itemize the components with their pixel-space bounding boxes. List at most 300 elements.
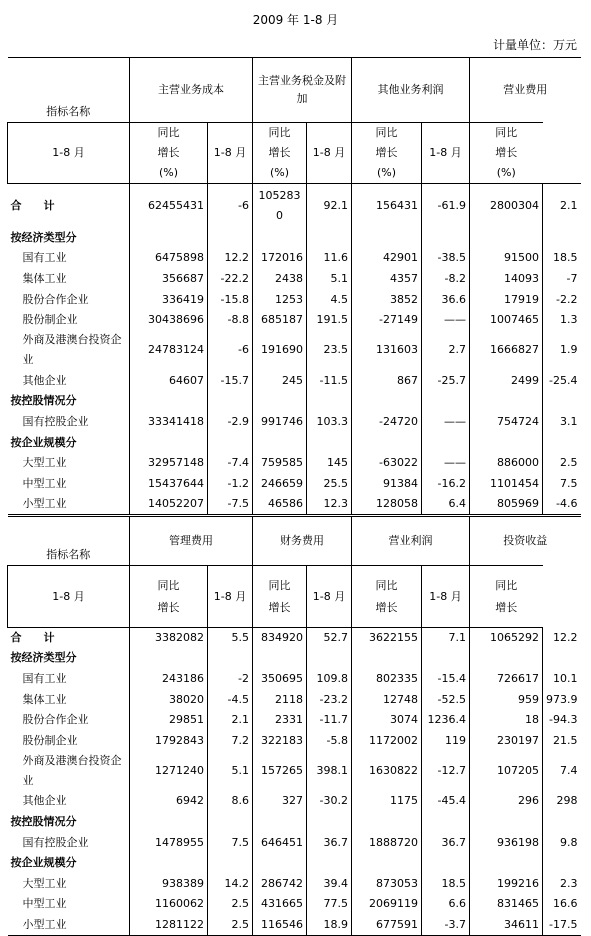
empty-cell	[208, 228, 253, 249]
table-cell: -8.2	[422, 269, 470, 290]
table-cell: 1172002	[352, 730, 422, 751]
table-cell: 759585	[253, 453, 307, 474]
empty-cell	[253, 391, 307, 412]
group-header: 营业费用	[470, 58, 581, 123]
yoy-header-line: 增长	[268, 600, 291, 614]
table-cell: 991746	[253, 412, 307, 433]
table-cell: 867	[352, 370, 422, 391]
table-cell: 18.5	[422, 873, 470, 894]
row-label: 小型工业	[8, 915, 130, 936]
table-cell: 21.5	[543, 730, 581, 751]
table-cell: ——	[422, 412, 470, 433]
empty-cell	[307, 432, 352, 453]
table-expenses-profit	[7, 516, 581, 936]
period-header: 1-8 月	[208, 566, 253, 628]
table-row	[8, 184, 581, 228]
empty-cell	[307, 648, 352, 669]
empty-cell	[208, 853, 253, 874]
table-cell: -25.7	[422, 370, 470, 391]
empty-cell	[307, 228, 352, 249]
group-header: 营业利润	[352, 517, 470, 566]
table-cell: 350695	[253, 669, 307, 690]
empty-cell	[253, 853, 307, 874]
table-cell: 831465	[470, 894, 543, 915]
table-cell: -2.9	[208, 412, 253, 433]
section-label: 按经济类型分	[10, 230, 77, 244]
table-cell: 172016	[253, 248, 307, 269]
period-header: 1-8 月	[8, 566, 130, 628]
table-cell: 677591	[352, 915, 422, 936]
table-cell: 243186	[130, 669, 208, 690]
row-label: 大型工业	[22, 876, 67, 890]
period-header: 1-8 月	[422, 566, 470, 628]
table-cell: 91500	[470, 248, 543, 269]
table-row	[8, 370, 581, 391]
table-cell: 34611	[470, 915, 543, 936]
table-cell: 2118	[253, 689, 307, 710]
table-cell: -8.8	[208, 310, 253, 331]
period-header: 1-8 月	[307, 566, 352, 628]
table-cell: 33341418	[130, 412, 208, 433]
table-cell: 25.5	[307, 473, 352, 494]
yoy-header-line: 同比	[495, 578, 518, 592]
table-cell: -38.5	[422, 248, 470, 269]
yoy-header	[352, 123, 422, 184]
empty-cell	[352, 648, 422, 669]
yoy-header-line: 增长	[375, 600, 398, 614]
empty-cell	[307, 812, 352, 833]
table-cell: 7.5	[543, 473, 581, 494]
table-cell: 938389	[130, 873, 208, 894]
table-row	[8, 710, 581, 731]
row-label: 国有工业	[22, 671, 67, 685]
table-cell: 52.7	[307, 628, 352, 649]
table-cell: -61.9	[422, 184, 470, 228]
table-cell: -45.4	[422, 791, 470, 812]
table-cell: 7.2	[208, 730, 253, 751]
table-cell: 18.5	[543, 248, 581, 269]
empty-cell	[307, 391, 352, 412]
table-cell: 1666827	[470, 330, 543, 370]
section-row	[8, 812, 581, 833]
yoy-header-line: (%)	[496, 166, 516, 179]
table-cell: -6	[208, 330, 253, 370]
table-cell: 246659	[253, 473, 307, 494]
table-cell: ——	[422, 310, 470, 331]
table-cell: -25.4	[543, 370, 581, 391]
empty-cell	[130, 432, 208, 453]
table-cell: 398.1	[307, 751, 352, 791]
table-cell: -2.2	[543, 289, 581, 310]
table-row	[8, 453, 581, 474]
table-cell: 11.6	[307, 248, 352, 269]
empty-cell	[130, 228, 208, 249]
row-label: 外商及港澳台投资企业	[22, 333, 122, 367]
empty-cell	[352, 228, 422, 249]
table-cell: 6475898	[130, 248, 208, 269]
yoy-header-line: 同比	[157, 578, 180, 592]
table-cell: 12.3	[307, 494, 352, 515]
yoy-header-line: 同比	[268, 126, 291, 139]
table-cell: -15.7	[208, 370, 253, 391]
yoy-header	[470, 123, 543, 184]
group-header: 主营业务税金及附加	[253, 58, 352, 123]
table-cell: 5.1	[208, 751, 253, 791]
table-cell: -30.2	[307, 791, 352, 812]
row-label: 中型工业	[22, 476, 67, 490]
table-cell: -3.7	[422, 915, 470, 936]
group-header: 投资收益	[470, 517, 581, 566]
table-cell: 754724	[470, 412, 543, 433]
table-cell: -24720	[352, 412, 422, 433]
empty-cell	[253, 228, 307, 249]
table-cell: -2	[208, 669, 253, 690]
table-revenue-costs	[7, 57, 581, 515]
table-cell: 24783124	[130, 330, 208, 370]
table-cell: 2.5	[543, 453, 581, 474]
table-cell: 2069119	[352, 894, 422, 915]
table-cell: 119	[422, 730, 470, 751]
table-cell: -63022	[352, 453, 422, 474]
table-cell: 973.9	[543, 689, 581, 710]
row-label: 合 计	[10, 631, 55, 645]
empty-cell	[352, 853, 422, 874]
yoy-header-line: 同比	[157, 126, 180, 139]
empty-cell	[307, 853, 352, 874]
section-row	[8, 432, 581, 453]
table-cell: 12.2	[208, 248, 253, 269]
table-cell: 1792843	[130, 730, 208, 751]
table-cell: 959	[470, 689, 543, 710]
table-cell: -5.8	[307, 730, 352, 751]
table-cell: 12.2	[543, 628, 581, 649]
table-cell: 92.1	[307, 184, 352, 228]
table-cell: -1.2	[208, 473, 253, 494]
table-cell: 32957148	[130, 453, 208, 474]
empty-cell	[253, 648, 307, 669]
table-cell: 298	[543, 791, 581, 812]
row-label: 股份合作企业	[22, 713, 89, 727]
table-cell: 834920	[253, 628, 307, 649]
table-cell: 1007465	[470, 310, 543, 331]
table-cell: 12748	[352, 689, 422, 710]
table-cell: 2.1	[208, 710, 253, 731]
table-row	[8, 669, 581, 690]
table-cell: 1175	[352, 791, 422, 812]
table-cell: 1630822	[352, 751, 422, 791]
yoy-header-line: 同比	[495, 126, 518, 139]
empty-cell	[470, 228, 543, 249]
table-cell: 1101454	[470, 473, 543, 494]
section-label: 按控股情况分	[10, 394, 77, 408]
table-cell: 3622155	[352, 628, 422, 649]
table-cell: 36.7	[422, 832, 470, 853]
table-cell: 1.3	[543, 310, 581, 331]
empty-cell	[208, 432, 253, 453]
table-cell: 5.1	[307, 269, 352, 290]
section-row	[8, 228, 581, 249]
empty-cell	[470, 648, 543, 669]
empty-cell	[130, 812, 208, 833]
table-row	[8, 248, 581, 269]
table-cell: 14093	[470, 269, 543, 290]
section-row	[8, 853, 581, 874]
table-row	[8, 494, 581, 515]
table-cell: 156431	[352, 184, 422, 228]
table-cell: 64607	[130, 370, 208, 391]
table-cell: 1281122	[130, 915, 208, 936]
table-row	[8, 689, 581, 710]
table-row	[8, 873, 581, 894]
table-cell: 157265	[253, 751, 307, 791]
table-cell: 336419	[130, 289, 208, 310]
table-cell: -4.5	[208, 689, 253, 710]
table-cell: 116546	[253, 915, 307, 936]
row-label: 小型工业	[8, 494, 130, 515]
table-cell: 2.7	[422, 330, 470, 370]
section-label: 按经济类型分	[10, 651, 77, 665]
section-row	[8, 391, 581, 412]
empty-cell	[130, 391, 208, 412]
table-cell: 2438	[253, 269, 307, 290]
yoy-header	[253, 123, 307, 184]
table-cell: 245	[253, 370, 307, 391]
table-cell: -11.5	[307, 370, 352, 391]
empty-cell	[422, 853, 470, 874]
table-row	[8, 412, 581, 433]
table-row	[8, 832, 581, 853]
empty-cell	[470, 812, 543, 833]
table-cell: 5.5	[208, 628, 253, 649]
yoy-header-line: 增长	[157, 146, 180, 159]
table-cell: 8.6	[208, 791, 253, 812]
table-cell: -16.2	[422, 473, 470, 494]
table-row	[8, 310, 581, 331]
unit-label: 计量单位：万元	[492, 38, 577, 52]
period-header: 1-8 月	[208, 123, 253, 184]
period-header: 1-8 月	[8, 123, 130, 184]
yoy-header	[130, 566, 208, 628]
table-cell: 9.8	[543, 832, 581, 853]
table-cell: -94.3	[543, 710, 581, 731]
table-cell: 18	[470, 710, 543, 731]
table-row	[8, 473, 581, 494]
table-cell: -52.5	[422, 689, 470, 710]
table-cell: -7	[543, 269, 581, 290]
table-cell: -23.2	[307, 689, 352, 710]
table-cell: 17919	[470, 289, 543, 310]
empty-cell	[543, 391, 581, 412]
table-cell: 805969	[470, 494, 543, 515]
table-cell: 296	[470, 791, 543, 812]
table-cell: 3382082	[130, 628, 208, 649]
table-cell: 286742	[253, 873, 307, 894]
group-header: 其他业务利润	[352, 58, 470, 123]
table-cell: 30438696	[130, 310, 208, 331]
empty-cell	[543, 648, 581, 669]
group-header: 管理费用	[130, 517, 253, 566]
table-cell: 191.5	[307, 310, 352, 331]
table-cell: 39.4	[307, 873, 352, 894]
table-cell: 128058	[352, 494, 422, 515]
row-label: 大型工业	[22, 456, 67, 470]
table-cell: -15.4	[422, 669, 470, 690]
table-cell: 16.6	[543, 894, 581, 915]
table-cell: -27149	[352, 310, 422, 331]
empty-cell	[470, 432, 543, 453]
section-label: 按控股情况分	[10, 814, 77, 828]
section-label: 按企业规模分	[10, 435, 77, 449]
empty-cell	[422, 812, 470, 833]
indicator-header: 指标名称	[8, 58, 130, 123]
empty-cell	[208, 812, 253, 833]
yoy-header-line: 同比	[375, 578, 398, 592]
row-label: 合 计	[10, 198, 55, 212]
table-cell: 7.1	[422, 628, 470, 649]
table-cell: 2.1	[543, 184, 581, 228]
row-label: 集体工业	[22, 271, 67, 285]
section-label: 按企业规模分	[10, 856, 77, 870]
row-label: 中型工业	[22, 897, 67, 911]
table-cell: 327	[253, 791, 307, 812]
table-cell: 2.5	[208, 894, 253, 915]
empty-cell	[253, 432, 307, 453]
table-cell: -17.5	[543, 915, 581, 936]
empty-cell	[253, 812, 307, 833]
table-cell: 103.3	[307, 412, 352, 433]
group-header: 财务费用	[253, 517, 352, 566]
table-row	[8, 269, 581, 290]
section-row	[8, 648, 581, 669]
page-title: 2009 年 1-8 月	[252, 13, 339, 27]
yoy-header	[130, 123, 208, 184]
table-cell: 23.5	[307, 330, 352, 370]
group-header: 主营业务成本	[130, 58, 253, 123]
empty-cell	[352, 391, 422, 412]
table-cell: 38020	[130, 689, 208, 710]
yoy-header-line: (%)	[269, 166, 290, 179]
table-cell: 2800304	[470, 184, 543, 228]
empty-cell	[543, 432, 581, 453]
yoy-header	[352, 566, 422, 628]
table-cell: 2.3	[543, 873, 581, 894]
table-row	[8, 628, 581, 649]
table-cell: 646451	[253, 832, 307, 853]
row-label: 国有控股企业	[22, 414, 89, 428]
empty-cell	[130, 853, 208, 874]
row-label: 其他企业	[22, 794, 67, 808]
table-row	[8, 289, 581, 310]
table-cell: 726617	[470, 669, 543, 690]
period-header: 1-8 月	[422, 123, 470, 184]
empty-cell	[422, 228, 470, 249]
empty-cell	[208, 648, 253, 669]
empty-cell	[352, 812, 422, 833]
table-row	[8, 791, 581, 812]
table-cell: 18.9	[307, 915, 352, 936]
table-cell: 873053	[352, 873, 422, 894]
table-cell: 685187	[253, 310, 307, 331]
empty-cell	[470, 853, 543, 874]
yoy-header-line: 增长	[157, 600, 180, 614]
empty-cell	[208, 391, 253, 412]
table-cell: 6.6	[422, 894, 470, 915]
table-cell: 886000	[470, 453, 543, 474]
table-cell: 145	[307, 453, 352, 474]
row-label: 国有工业	[22, 251, 67, 265]
table-row	[8, 730, 581, 751]
table-cell: 107205	[470, 751, 543, 791]
table-cell: 77.5	[307, 894, 352, 915]
row-label: 其他企业	[22, 373, 67, 387]
table-cell: 36.6	[422, 289, 470, 310]
table-cell: 1888720	[352, 832, 422, 853]
period-header: 1-8 月	[307, 123, 352, 184]
empty-cell	[422, 432, 470, 453]
table-cell: 3852	[352, 289, 422, 310]
table-cell: 7.5	[208, 832, 253, 853]
yoy-header	[470, 566, 543, 628]
yoy-header-line: 同比	[375, 126, 398, 139]
row-label: 股份制企业	[22, 733, 78, 747]
table-cell: 356687	[130, 269, 208, 290]
empty-cell	[543, 812, 581, 833]
table-cell: 4.5	[307, 289, 352, 310]
table-cell: 46586	[253, 494, 307, 515]
table-cell: 322183	[253, 730, 307, 751]
table-cell: 1065292	[470, 628, 543, 649]
table-cell: 199216	[470, 873, 543, 894]
yoy-header-line: 增长	[268, 146, 291, 159]
table-cell: 42901	[352, 248, 422, 269]
row-label: 集体工业	[22, 692, 67, 706]
table-cell: 936198	[470, 832, 543, 853]
yoy-header-line: 增长	[375, 146, 398, 159]
table-cell: 29851	[130, 710, 208, 731]
table-cell: 191690	[253, 330, 307, 370]
table-cell: ——	[422, 453, 470, 474]
empty-cell	[130, 648, 208, 669]
row-label: 股份合作企业	[22, 292, 89, 306]
table-cell: -22.2	[208, 269, 253, 290]
indicator-header: 指标名称	[8, 517, 130, 566]
table-cell: 91384	[352, 473, 422, 494]
row-label: 外商及港澳台投资企业	[22, 754, 122, 788]
table-cell: 802335	[352, 669, 422, 690]
table-cell: -4.6	[543, 494, 581, 515]
yoy-header-line: 增长	[495, 600, 518, 614]
table-cell: 15437644	[130, 473, 208, 494]
table-cell: 2.5	[208, 915, 253, 936]
table-cell: 2499	[470, 370, 543, 391]
table-cell: 109.8	[307, 669, 352, 690]
yoy-header-line: (%)	[376, 166, 397, 179]
table-cell: 10.1	[543, 669, 581, 690]
table-row	[8, 330, 581, 370]
yoy-header	[253, 566, 307, 628]
table-row	[8, 894, 581, 915]
yoy-header-line: (%)	[158, 166, 179, 179]
row-label: 股份制企业	[22, 313, 78, 327]
table-cell: 105283 0	[253, 184, 307, 228]
empty-cell	[470, 391, 543, 412]
table-cell: 36.7	[307, 832, 352, 853]
table-cell: 431665	[253, 894, 307, 915]
table-cell: 3.1	[543, 412, 581, 433]
table-cell: -15.8	[208, 289, 253, 310]
table-cell: 1160062	[130, 894, 208, 915]
table-cell: 14052207	[130, 494, 208, 515]
